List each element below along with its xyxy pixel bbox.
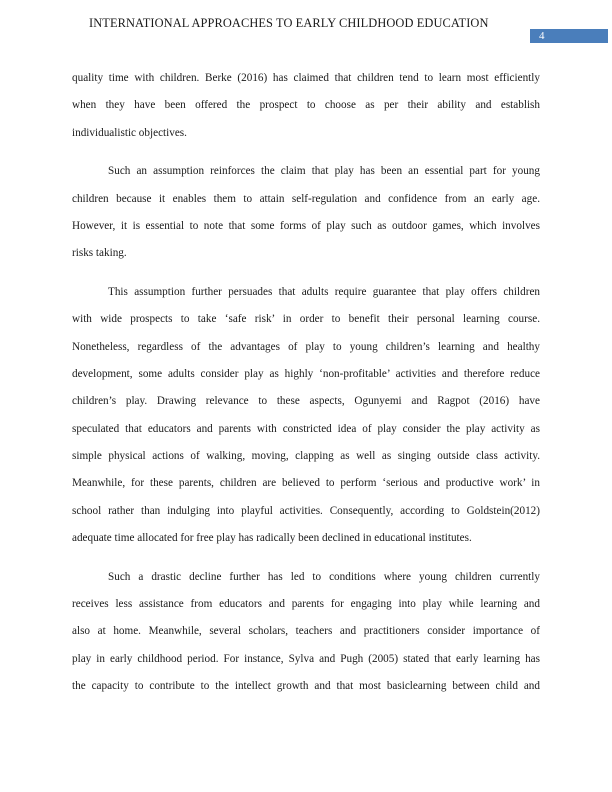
text-line: development, some adults consider play as highly ‘non-profitable’ activities and therefore reduce bbox=[72, 367, 540, 380]
paragraph-1 bbox=[72, 65, 540, 147]
text-line: simple physical actions of walking, moving, clapping as well as singing outside class activity. bbox=[72, 450, 540, 463]
text-line: speculated that educators and parents with constricted idea of play consider the play activity as bbox=[72, 422, 540, 435]
text-line: when they have been offered the prospect to choose as per their ability and establish bbox=[72, 99, 540, 112]
text-line: children because it enables them to attain self-regulation and confidence from an early age. bbox=[72, 192, 540, 205]
page-number-badge bbox=[530, 29, 608, 43]
body-text bbox=[72, 65, 540, 712]
text-line: adequate time allocated for free play has radically been declined in educational institutes. bbox=[72, 532, 472, 545]
text-line: play in early childhood period. For instance, Sylva and Pugh (2005) stated that early learning has bbox=[72, 652, 540, 665]
paragraph-4 bbox=[72, 564, 540, 701]
text-line: quality time with children. Berke (2016) has claimed that children tend to learn most efficiently bbox=[72, 72, 540, 84]
text-line: Such a drastic decline further has led to conditions where young children currently bbox=[108, 570, 540, 583]
text-line: Meanwhile, for these parents, children are believed to perform ‘serious and productive work’ in bbox=[72, 477, 540, 490]
page-number: 4 bbox=[539, 30, 545, 42]
text-line: risks taking. bbox=[72, 247, 127, 260]
text-line: also at home. Meanwhile, several scholars, teachers and practitioners consider importance of bbox=[72, 625, 540, 638]
text-line: children’s play. Drawing relevance to these aspects, Ogunyemi and Ragpot (2016) have bbox=[72, 395, 540, 408]
paragraph-3 bbox=[72, 279, 540, 553]
text-line: with wide prospects to take ‘safe risk’ in order to benefit their personal learning course. bbox=[72, 313, 540, 326]
text-line: the capacity to contribute to the intellect growth and that most basiclearning between child and bbox=[72, 680, 540, 693]
text-line: However, it is essential to note that some forms of play such as outdoor games, which involves bbox=[72, 219, 540, 232]
running-head: INTERNATIONAL APPROACHES TO EARLY CHILDHOOD EDUCATION bbox=[89, 16, 489, 30]
text-line: receives less assistance from educators and parents for engaging into play while learning and bbox=[72, 598, 540, 611]
text-line: Such an assumption reinforces the claim that play has been an essential part for young bbox=[108, 165, 540, 178]
paragraph-2 bbox=[72, 158, 540, 268]
text-line: school rather than indulging into playful activities. Consequently, according to Goldstein(2012) bbox=[72, 504, 540, 517]
text-line: Nonetheless, regardless of the advantages of play to young children’s learning and healthy bbox=[72, 340, 540, 353]
text-line: individualistic objectives. bbox=[72, 126, 187, 139]
text-line: This assumption further persuades that adults require guarantee that play offers children bbox=[108, 285, 540, 298]
